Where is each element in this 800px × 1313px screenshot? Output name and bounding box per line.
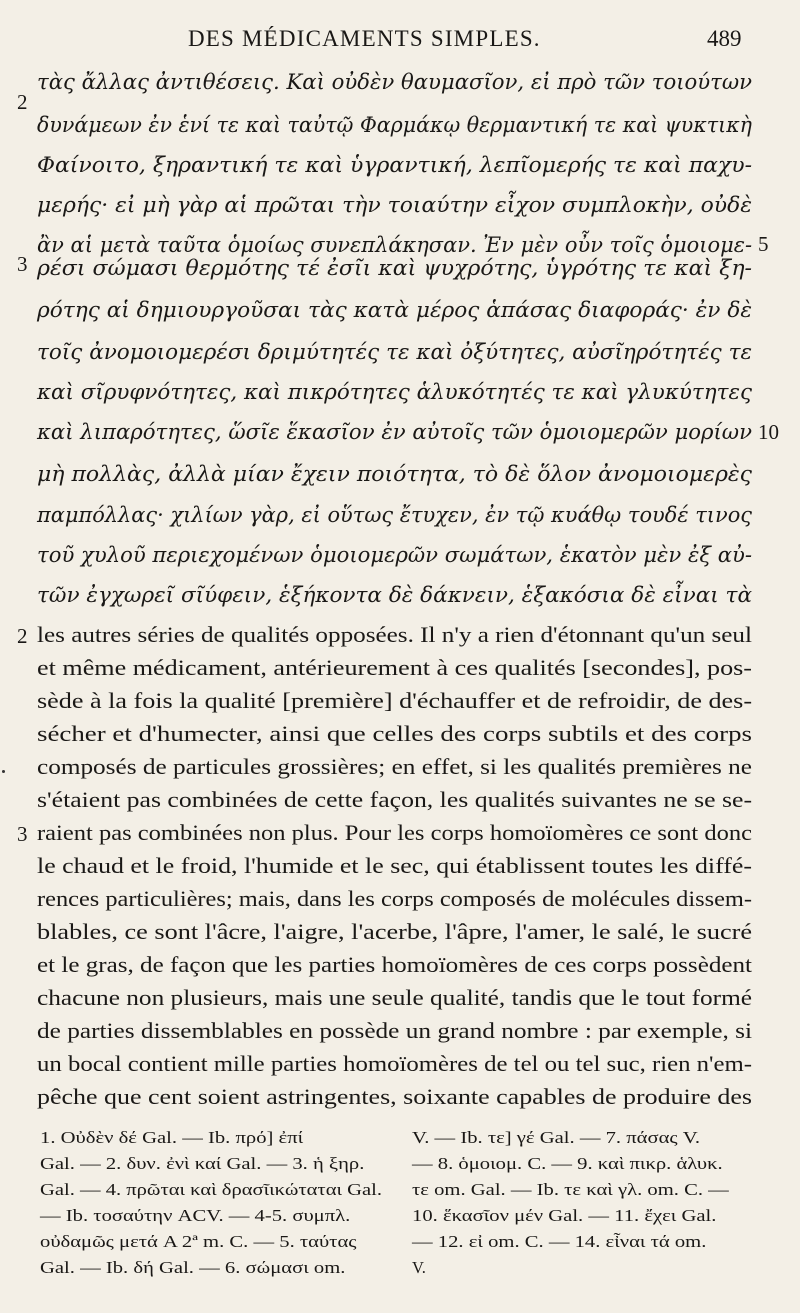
text-line: un bocal contient mille parties homoïomères de tel ou tel suc, rien n'em- [37, 1051, 753, 1076]
text-line: et le gras, de façon que les parties homoïomères de ces corps possèdent [37, 952, 752, 977]
text-line: μερής· εἰ μὴ γὰρ αἱ πρῶται τὴν τοιαύτην εἶχον συμπλοκὴν, οὐδὲ [37, 193, 753, 217]
text-line: ἂν αἱ μετὰ ταῦτα ὁμοίως συνεπλάκησαν. Ἐν μὲν οὖν τοῖς ὁμοιομε- [37, 233, 753, 257]
note-line: τε om. Gal. — Ib. τε καὶ γλ. om. C. — [412, 1180, 729, 1199]
text-line: les autres séries de qualités opposées. Il n'y a rien d'étonnant qu'un seul [37, 622, 752, 647]
text-line: de parties dissemblables en possède un grand nombre : par exemple, si [37, 1018, 752, 1043]
french-line-marker: 2 [17, 624, 28, 648]
text-line: τοῦ χυλοῦ περιεχομένων ὁμοιομερῶν σωμάτων, ἑκατὸν μὲν ἐξ αὐ- [37, 543, 753, 567]
note-line: 10. ἕκασῖον μέν Gal. — 11. ἔχει Gal. [412, 1206, 717, 1225]
text-line: rences particulières; mais, dans les corps composés de molécules dissem- [37, 886, 753, 911]
note-line: — 8. ὁμοιομ. C. — 9. καὶ πικρ. ἁλυκ. [412, 1154, 723, 1173]
text-line: τὰς ἄλλας ἀντιθέσεις. Καὶ οὐδὲν θαυμασῖον, εἰ πρὸ τῶν τοιούτων [37, 70, 753, 94]
note-line: Gal. — 2. δυν. ἐνὶ καί Gal. — 3. ἡ ξηρ. [40, 1154, 365, 1173]
page-header [0, 22, 800, 58]
text-line: τῶν ἐγχωρεῖ σῖύφειν, ἑξήκοντα δὲ δάκνειν, ἑξακόσια δὲ εἶναι τὰ [37, 583, 752, 607]
text-line: ρότης αἱ δημιουργοῦσαι τὰς κατὰ μέρος ἁπάσας διαφοράς· ἐν δὲ [37, 298, 752, 322]
text-line: raient pas combinées non plus. Pour les corps homoïomères ce sont donc [37, 820, 753, 845]
running-title: DES MÉDICAMENTS SIMPLES. [188, 26, 541, 51]
text-line: δυνάμεων ἐν ἑνί τε καὶ ταὐτῷ Φαρμάκῳ θερμαντική τε καὶ ψυκτικὴ [37, 113, 752, 137]
text-line: καὶ λιπαρότητες, ὥσῖε ἕκασῖον ἐν αὐτοῖς τῶν ὁμοιομερῶν μορίων [37, 420, 752, 444]
french-line-marker: 3 [17, 822, 28, 846]
text-line: chacune non plusieurs, mais une seule qualité, tandis que le tout formé [37, 985, 753, 1010]
note-line: 1. Οὐδὲν δέ Gal. — Ib. πρό] ἐπί [40, 1128, 304, 1147]
note-line: — 12. εἰ om. C. — 14. εἶναι τά om. [412, 1232, 707, 1251]
text-line: s'étaient pas combinées de cette façon, les qualités suivantes ne se se- [37, 787, 753, 812]
text-line: le chaud et le froid, l'humide et le sec, qui établissent toutes les diffé- [37, 853, 752, 878]
text-line: μὴ πολλὰς, ἀλλὰ μίαν ἔχειν ποιότητα, τὸ δὲ ὅλον ἀνομοιομερὲς [37, 462, 753, 486]
text-line: blables, ce sont l'âcre, l'aigre, l'acerbe, l'âpre, l'amer, le salé, le sucré [37, 919, 753, 944]
note-line: — Ib. τοσαύτην ACV. — 4-5. συμπλ. [40, 1206, 351, 1225]
text-line: Φαίνοιτο, ξηραντική τε καὶ ὑγραντική, λεπῖομερής τε καὶ παχυ- [37, 153, 752, 177]
greek-line-number: 10 [758, 420, 779, 444]
text-line: sécher et d'humecter, ainsi que celles des corps subtils et des corps [37, 721, 753, 746]
text-line: sède à la fois la qualité [première] d'échauffer et de refroidir, de des- [37, 688, 753, 713]
page-number: 489 [707, 26, 742, 51]
greek-line-marker: 3 [17, 252, 28, 276]
note-line: V. — Ib. τε] γέ Gal. — 7. πάσας V. [412, 1128, 701, 1147]
text-line: παμπόλλας· χιλίων γὰρ, εἰ οὕτως ἔτυχεν, ἐν τῷ κυάθῳ τουδέ τινος [37, 503, 752, 527]
text-line: et même médicament, antérieurement à ces qualités [secondes], pos- [37, 655, 753, 680]
critical-apparatus [0, 1128, 800, 1298]
note-line: Gal. — 4. πρῶται καὶ δρασῖικώταται Gal. [40, 1180, 383, 1199]
text-line: καὶ σῖρυφνότητες, καὶ πικρότητες ἁλυκότητές τε καὶ γλυκύτητες [37, 380, 752, 404]
text-line: ρέσι σώμασι θερμότης τέ ἐσῖι καὶ ψυχρότης, ὑγρότης τε καὶ ξη- [37, 256, 752, 280]
text-line: composés de particules grossières; en effet, si les qualités premières ne [37, 754, 752, 779]
note-line: οὐδαμῶς μετά A 2ª m. C. — 5. ταύτας [40, 1232, 357, 1251]
greek-line-marker: 2 [17, 90, 28, 114]
text-line: τοῖς ἀνομοιομερέσι δριμύτητές τε καὶ ὀξύτητες, αὐσῖηρότητές τε [37, 340, 753, 364]
greek-line-number: 5 [758, 232, 769, 256]
note-line: Gal. — Ib. δή Gal. — 6. σώμασι om. [40, 1258, 346, 1277]
text-line: pêche que cent soient astringentes, soixante capables de produire des [37, 1084, 753, 1109]
margin-dot [2, 770, 5, 773]
note-line: V. [412, 1258, 426, 1277]
